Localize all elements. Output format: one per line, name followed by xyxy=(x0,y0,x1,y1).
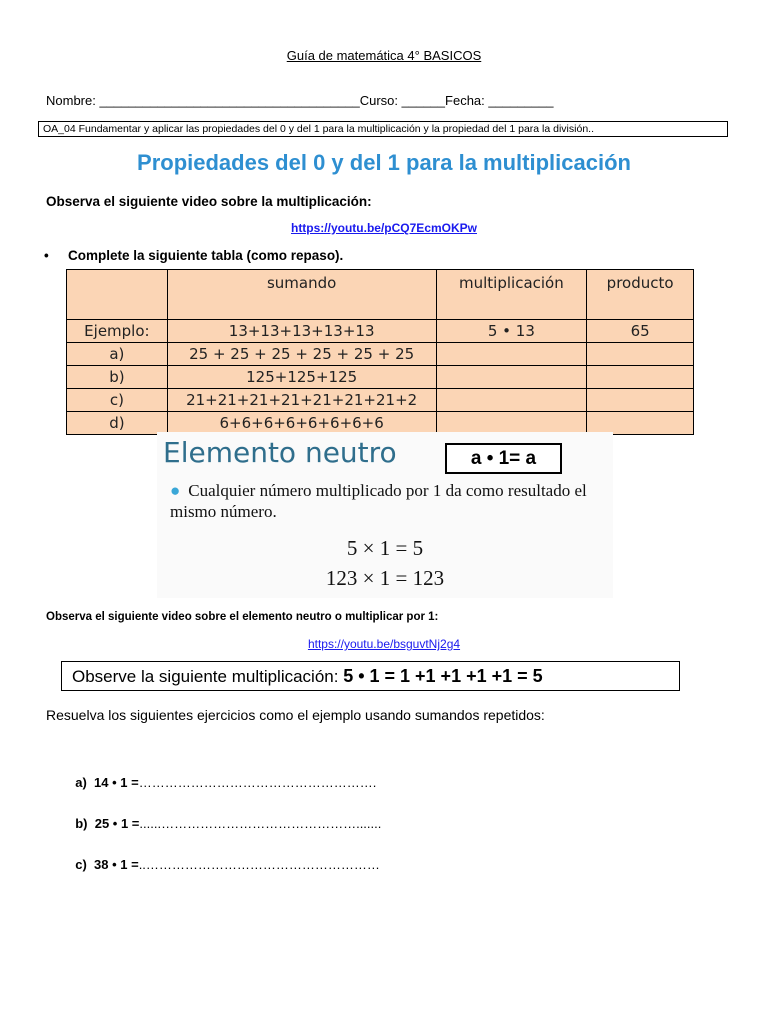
observe-neutral-video-instruction: Observa el siguiente video sobre el elemento neutro o multiplicar por 1: xyxy=(46,611,439,623)
student-info-line: Nombre: ____________________________________Curso: ______Fecha: _________ xyxy=(46,93,554,108)
answer-blank[interactable]: ………………………………………………. xyxy=(138,775,377,790)
table-cell[interactable] xyxy=(436,343,587,366)
example-multiplication-box xyxy=(61,661,680,691)
table-cell[interactable] xyxy=(436,389,587,412)
table-cell: a) xyxy=(67,343,168,366)
table-cell: 125+125+125 xyxy=(167,366,436,389)
learning-objective-box: OA_04 Fundamentar y aplicar las propiedades del 0 y del 1 para la multiplicación y la propiedad del 1 para la división.. xyxy=(38,121,728,137)
table-cell: c) xyxy=(67,389,168,412)
table-cell[interactable] xyxy=(587,343,694,366)
neutral-video-link[interactable]: https://youtu.be/bsguvtNj2g4 xyxy=(307,637,461,651)
table-row xyxy=(67,366,694,389)
answer-blank[interactable]: ..……………………………………………… xyxy=(138,857,380,872)
table-instruction xyxy=(44,248,343,263)
table-header-row xyxy=(67,270,694,320)
table-cell[interactable] xyxy=(436,366,587,389)
neutral-equation-1: 5 × 1 = 5 xyxy=(346,536,424,560)
multiplication-video-link[interactable]: https://youtu.be/pCQ7EcmOKPw xyxy=(290,221,477,235)
table-instruction-text: Complete la siguiente tabla (como repaso). xyxy=(68,248,344,263)
table-cell: Ejemplo: xyxy=(67,320,168,343)
exercise-item xyxy=(68,760,376,790)
table-cell: b) xyxy=(67,366,168,389)
answer-blank[interactable]: ......………………………………………....... xyxy=(139,816,382,831)
table-header-cell: multiplicación xyxy=(436,270,587,320)
neutral-formula-box: a • 1= a xyxy=(445,443,562,474)
table-row xyxy=(67,320,694,343)
neutral-equation-2: 123 × 1 = 123 xyxy=(325,566,445,590)
exercise-instructions: Resuelva los siguientes ejercicios como el ejemplo usando sumandos repetidos: xyxy=(46,707,545,723)
table-row xyxy=(67,343,694,366)
example-equation: 5 • 1 = 1 +1 +1 +1 +1 = 5 xyxy=(343,666,543,686)
table-cell: 25 + 25 + 25 + 25 + 25 + 25 xyxy=(167,343,436,366)
table-cell: d) xyxy=(67,412,168,435)
table-cell: 5 • 13 xyxy=(436,320,587,343)
exercise-label: a) 14 • 1 = xyxy=(75,775,139,790)
exercise-label: b) 25 • 1 = xyxy=(75,816,140,831)
exercise-label: c) 38 • 1 = xyxy=(75,857,139,872)
table-cell[interactable] xyxy=(587,366,694,389)
table-cell: 21+21+21+21+21+21+21+2 xyxy=(167,389,436,412)
review-table xyxy=(66,269,694,435)
exercise-item xyxy=(68,842,380,872)
table-cell: 65 xyxy=(587,320,694,343)
neutral-description-text: Cualquier número multiplicado por 1 da como resultado el mismo número. xyxy=(170,481,587,521)
table-row xyxy=(67,389,694,412)
table-cell[interactable] xyxy=(587,389,694,412)
bullet-icon: ● xyxy=(170,481,181,500)
table-header-cell: producto xyxy=(587,270,694,320)
table-cell: 6+6+6+6+6+6+6+6 xyxy=(167,412,436,435)
table-header-cell xyxy=(67,270,168,320)
exercise-item xyxy=(68,801,381,831)
table-header-cell: sumando xyxy=(167,270,436,320)
observe-video-instruction: Observa el siguiente video sobre la multiplicación: xyxy=(46,194,372,209)
table-cell: 13+13+13+13+13 xyxy=(167,320,436,343)
neutral-element-description xyxy=(170,480,610,522)
page-title: Propiedades del 0 y del 1 para la multiplicación xyxy=(137,150,631,175)
neutral-element-title: Elemento neutro xyxy=(163,436,397,469)
example-prefix: Observe la siguiente multiplicación: xyxy=(72,667,344,686)
guide-title: Guía de matemática 4° BASICOS xyxy=(286,48,482,63)
bullet-icon: • xyxy=(44,248,49,263)
